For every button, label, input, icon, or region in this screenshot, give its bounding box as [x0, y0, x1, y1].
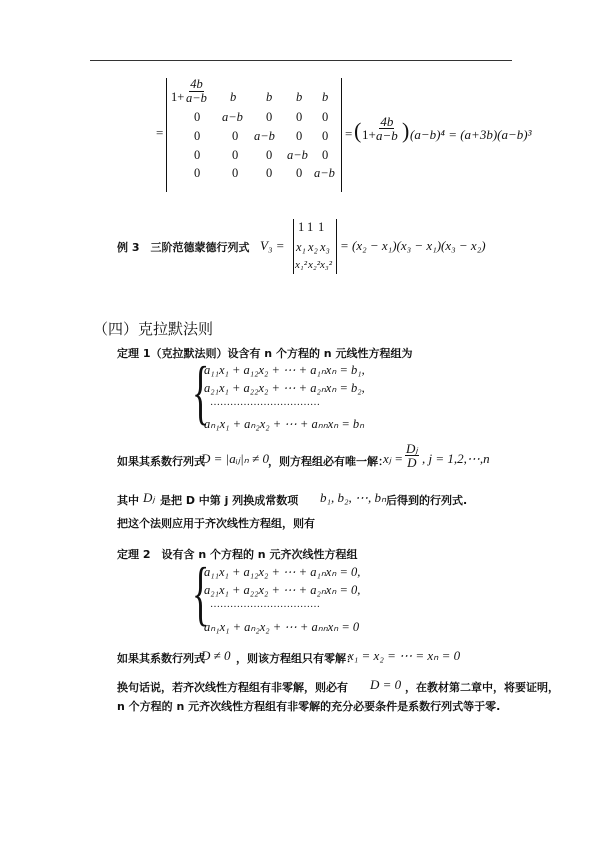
final-line1-b: ，在教材第二章中，将要证明，	[405, 681, 559, 694]
where-text-2: 是把 D 中第 j 列换成常数项	[160, 494, 299, 507]
row5-c4: 0	[296, 166, 303, 180]
equals-sign: =	[156, 125, 164, 140]
theorem-2-eq4: aₙ₁x₁ + aₙ₂x₂ + ⋯ + aₙₙxₙ = 0	[204, 620, 360, 634]
row5-c3: 0	[266, 166, 273, 180]
row2-c5: 0	[322, 110, 329, 124]
row3-c4: 0	[296, 129, 303, 143]
row4-c2: 0	[232, 148, 239, 162]
row1-c2: b	[230, 90, 237, 104]
zero-text-2: ，则该方程组只有零解：	[236, 652, 357, 665]
row1-c3: b	[266, 90, 273, 104]
cramer-sol-tail: , j = 1,2,⋯,n	[422, 451, 490, 466]
theorem-2-label: 定理 2 设有含 n 个方程的 n 元齐次线性方程组	[117, 548, 358, 561]
theorem-1-label: 定理 1（克拉默法则）设含有 n 个方程的 n 元线性方程组为	[117, 347, 413, 360]
row5-c2: 0	[232, 166, 239, 180]
row2-c2: a−b	[222, 110, 243, 124]
cramer-sol-lhs: xⱼ =	[383, 451, 404, 466]
theorem-1-eq2: a₂₁x₁ + a₂₂x₂ + ⋯ + a₂ₙxₙ = b₂,	[204, 381, 365, 395]
theorem-2-eq3: ……………………………	[210, 599, 320, 610]
theorem-1-eq3: ……………………………	[210, 397, 320, 408]
row1-c5: b	[322, 90, 329, 104]
zero-text-1: 如果其系数行列式	[117, 652, 205, 665]
rhs-frac-num: 4b	[380, 114, 394, 129]
row3-c3: a−b	[254, 129, 275, 143]
cramer-sol-den: D	[407, 455, 417, 470]
zero-det: D ≠ 0	[201, 648, 231, 663]
where-bs: b₁, b₂, ⋯, bₙ	[320, 490, 387, 505]
row1-c4: b	[296, 90, 303, 104]
vand-r2c1: x₁	[296, 240, 306, 254]
row3-c2: 0	[232, 129, 239, 143]
section-4-title: （四）克拉默法则	[93, 320, 214, 338]
theorem-2-eq1: a₁₁x₁ + a₁₂x₂ + ⋯ + a₁ₙxₙ = 0,	[204, 565, 361, 579]
row5-c1: 0	[194, 166, 201, 180]
row4-c1: 0	[194, 148, 201, 162]
final-line2: n 个方程的 n 元齐次线性方程组有非零解的充分必要条件是系数行列式等于零.	[117, 700, 501, 713]
rhs-close-paren: )	[402, 118, 410, 143]
header-rule	[90, 60, 512, 61]
row1-frac-num: 4b	[190, 77, 203, 91]
row4-c5: 0	[322, 148, 329, 162]
row2-c1: 0	[194, 110, 201, 124]
where-text-3: 后得到的行列式.	[386, 494, 468, 507]
example-3-label: 例 3 三阶范德蒙德行列式	[117, 241, 250, 254]
row4-c3: 0	[266, 148, 273, 162]
zero-sol: x₁ = x₂ = ⋯ = xₙ = 0	[348, 648, 461, 663]
rhs-tail: (a−b)⁴ = (a+3b)(a−b)³	[410, 127, 532, 142]
vand-r2c3: x₃	[320, 240, 330, 254]
row2-c4: 0	[296, 110, 303, 124]
rhs-frac-den: a−b	[376, 128, 398, 143]
apply-line: 把这个法则应用于齐次线性方程组，则有	[117, 517, 315, 530]
rhs-one-plus: 1+	[362, 127, 376, 142]
vand-r3c1: x₁²	[295, 259, 308, 271]
row1-frac-den: a−b	[186, 91, 207, 105]
where-text-1: 其中	[117, 494, 139, 507]
vandermonde-lhs: V₃ =	[260, 238, 285, 253]
row1-one-plus: 1+	[171, 90, 185, 104]
det-left-bar	[166, 78, 167, 192]
vand-r2c2: x₂	[308, 240, 318, 254]
vand-r1c3: 1	[318, 220, 325, 234]
cramer-text-2: ，则方程组必有唯一解：	[268, 455, 389, 468]
row3-c1: 0	[194, 129, 201, 143]
final-line1-a: 换句话说，若齐次线性方程组有非零解，则必有	[117, 681, 348, 694]
final-line1-d: D = 0	[370, 677, 402, 692]
det-right-bar	[341, 78, 342, 192]
cramer-text-1: 如果其系数行列式	[117, 455, 205, 468]
theorem-1-eq4: aₙ₁x₁ + aₙ₂x₂ + ⋯ + aₙₙxₙ = bₙ	[204, 417, 365, 431]
vand-r1c1: 1	[298, 220, 305, 234]
vand-left-bar	[293, 219, 294, 274]
row5-c5: a−b	[314, 166, 335, 180]
rhs-fraction	[376, 115, 398, 142]
vand-r1c2: 1	[307, 220, 314, 234]
theorem-1-brace: {	[192, 352, 210, 432]
row2-c3: 0	[266, 110, 273, 124]
cramer-sol-frac	[405, 442, 419, 469]
row1-fraction	[186, 78, 207, 105]
vand-right-bar	[336, 219, 337, 274]
cramer-sol-num: Dⱼ	[406, 441, 418, 456]
where-dj: Dⱼ	[143, 490, 155, 505]
row3-c5: 0	[322, 129, 329, 143]
vandermonde-rhs: = (x₂ − x₁)(x₃ − x₁)(x₃ − x₂)	[340, 238, 486, 253]
theorem-2-brace: {	[192, 553, 210, 633]
vand-r3c2: x₂²	[308, 259, 321, 271]
row4-c4: a−b	[287, 148, 308, 162]
theorem-1-eq1: a₁₁x₁ + a₁₂x₂ + ⋯ + a₁ₙxₙ = b₁,	[204, 363, 365, 377]
rhs-open-paren: (	[354, 118, 362, 143]
theorem-2-eq2: a₂₁x₁ + a₂₂x₂ + ⋯ + a₂ₙxₙ = 0,	[204, 583, 361, 597]
vand-r3c3: x₃²	[320, 259, 333, 271]
cramer-det: D = |aᵢⱼ|ₙ ≠ 0	[201, 451, 269, 466]
rhs-equals: =	[345, 126, 353, 141]
